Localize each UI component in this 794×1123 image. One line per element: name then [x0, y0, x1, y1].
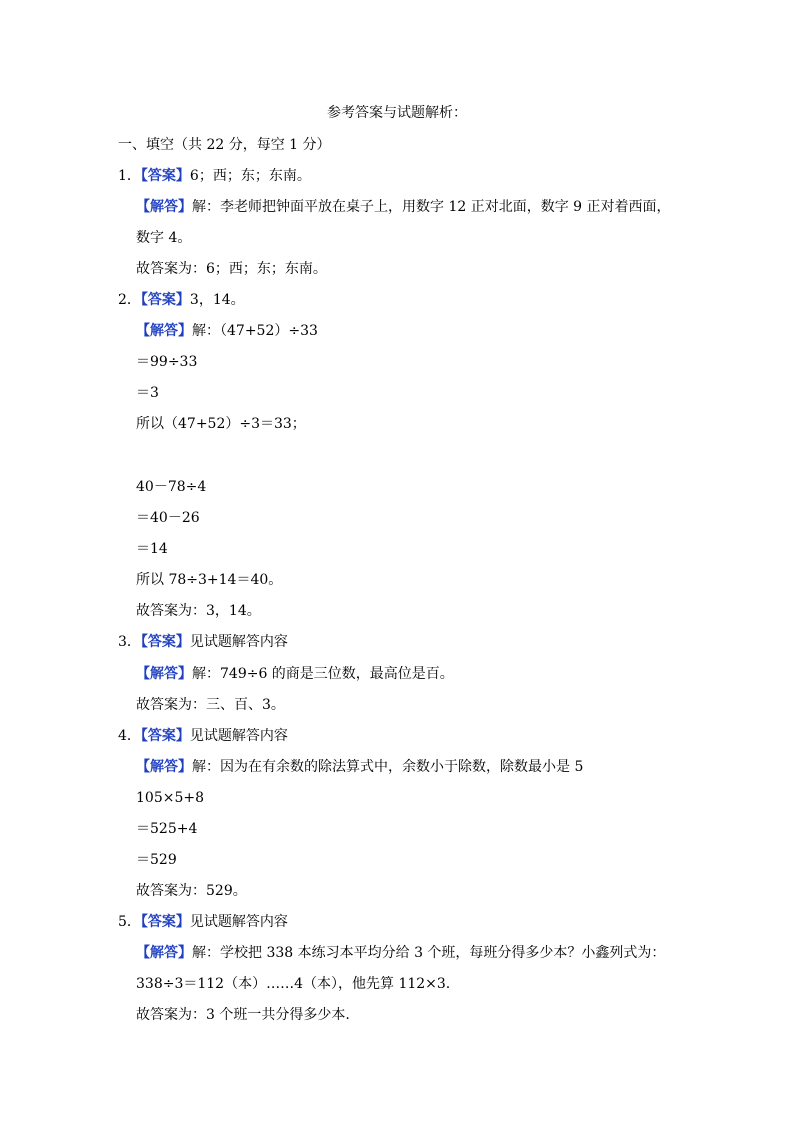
- q5-solution-text: 解：学校把 338 本练习本平均分给 3 个班，每班分得多少本？小鑫列式为：: [192, 945, 666, 961]
- q2-step: 所以（47+52）÷3＝33；: [136, 416, 306, 432]
- q3-final-answer: 故答案为：三、百、3。: [136, 697, 285, 713]
- q4-answer: 见试题解答内容: [189, 728, 288, 744]
- q4-step: ＝525+4: [136, 821, 198, 837]
- section-heading: 一、填空（共 22 分，每空 1 分）: [118, 137, 331, 153]
- q3-number: 3．: [118, 634, 141, 650]
- q3-answer: 见试题解答内容: [189, 634, 288, 650]
- q1-answer-line: [118, 167, 311, 185]
- answer-tag: 【答案】: [140, 914, 190, 930]
- q1-final-answer: 故答案为：6；西；东；东南。: [136, 261, 327, 277]
- q4-answer-line: [118, 727, 288, 745]
- q4-step: 105×5+8: [136, 790, 204, 806]
- solution-tag: 【解答】: [136, 199, 192, 215]
- solution-tag: 【解答】: [136, 759, 192, 775]
- q3-answer-line: [118, 633, 288, 651]
- page-title: 参考答案与试题解析：: [327, 105, 467, 121]
- q4-step: ＝529: [136, 852, 177, 868]
- q4-solution-text: 解：因为在有余数的除法算式中，余数小于除数，除数最小是 5: [192, 759, 584, 775]
- q1-solution-text: 解：李老师把钟面平放在桌子上，用数字 12 正对北面，数字 9 正对着西面，: [192, 199, 671, 215]
- q2-step: ＝99÷33: [136, 354, 198, 370]
- solution-tag: 【解答】: [136, 666, 192, 682]
- q2-step: ＝40－26: [136, 510, 200, 526]
- q2-answer-line: [118, 291, 245, 309]
- answer-tag: 【答案】: [140, 168, 190, 184]
- q3-solution-line: [136, 665, 454, 683]
- solution-tag: 【解答】: [136, 323, 192, 339]
- q1-solution-line: [136, 198, 671, 216]
- q5-step: 338÷3＝112（本）……4（本），他先算 112×3.: [136, 976, 451, 992]
- solution-tag: 【解答】: [136, 945, 192, 961]
- q2-answer: 3，14。: [189, 292, 245, 308]
- q2-step: ＝3: [136, 385, 159, 401]
- q4-number: 4．: [118, 728, 141, 744]
- q2-final-answer: 故答案为：3，14。: [136, 603, 261, 619]
- q5-answer-line: [118, 913, 288, 931]
- q1-answer: 6；西；东；东南。: [189, 168, 311, 184]
- q2-solution-text: 解：（47+52）÷33: [192, 323, 318, 339]
- q2-step: 所以 78÷3+14＝40。: [136, 572, 283, 588]
- q5-solution-line: [136, 944, 665, 962]
- q1-solution-continued: 数字 4。: [136, 230, 192, 246]
- q2-step: 40－78÷4: [136, 479, 207, 495]
- q1-number: 1．: [118, 168, 141, 184]
- q2-number: 2．: [118, 292, 141, 308]
- answer-tag: 【答案】: [140, 634, 190, 650]
- q5-answer: 见试题解答内容: [189, 914, 288, 930]
- q3-solution-text: 解：749÷6 的商是三位数，最高位是百。: [192, 666, 454, 682]
- q4-solution-line: [136, 758, 583, 776]
- answer-tag: 【答案】: [140, 728, 190, 744]
- q5-number: 5．: [118, 914, 141, 930]
- answer-tag: 【答案】: [140, 292, 190, 308]
- q2-solution-line: [136, 322, 318, 340]
- q5-final-answer: 故答案为：3 个班一共分得多少本.: [136, 1007, 350, 1023]
- q2-step: ＝14: [136, 541, 168, 557]
- q4-final-answer: 故答案为：529。: [136, 883, 247, 899]
